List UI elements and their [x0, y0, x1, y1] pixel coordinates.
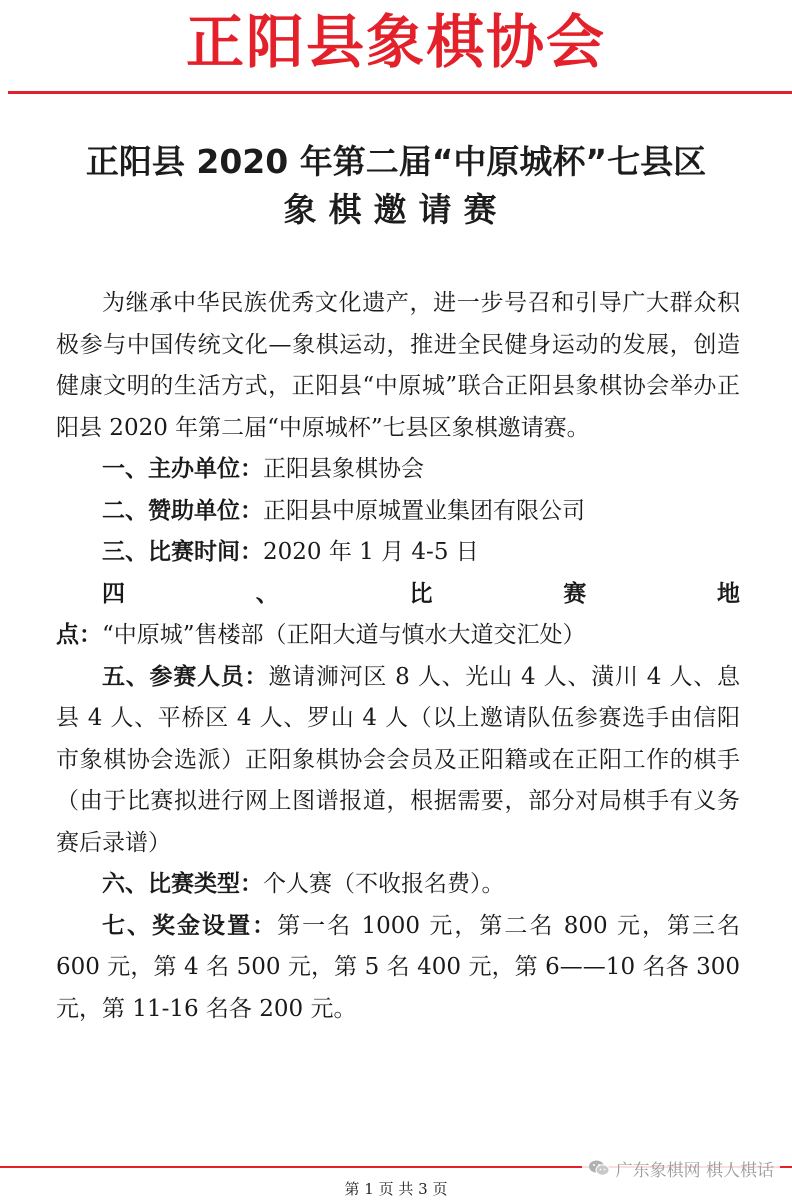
section-value: 2020 年 1 月 4-5 日: [263, 539, 479, 565]
section-value: 邀请浉河区 8 人、光山 4 人、潢川 4 人、息县 4 人、平桥区 4 人、罗山 4 人（以上邀请队伍参赛选手由信阳市象棋协会选派）正阳象棋协会会员及正阳籍或在正阳工作的棋手（由于比赛拟进行网上图谱报道，根据需要，部分对局棋手有义务赛后录谱）: [56, 663, 740, 856]
section-label: 七、奖金设置：: [102, 912, 278, 939]
header-red-rule: [8, 91, 792, 94]
section-label: 六、比赛类型：: [102, 871, 263, 897]
section-prizes: [56, 906, 740, 1031]
watermark-text: 广东象棋网 棋人棋话: [615, 1160, 774, 1181]
section-type: [56, 864, 740, 906]
section-value: 第一名 1000 元，第二名 800 元，第三名 600 元，第 4 名 500 元，第 5 名 400 元，第 6——10 名各 300 元，第 11-16 名各 200 元。: [56, 912, 741, 1022]
section-label: 四、比赛地点：: [56, 580, 740, 648]
section-participants: [56, 657, 740, 865]
section-value: 个人赛（不收报名费）。: [263, 871, 505, 897]
header-org-name: 正阳县象棋协会: [185, 8, 606, 76]
section-label: 二、赞助单位：: [102, 497, 263, 524]
wechat-icon: [588, 1159, 610, 1177]
section-label: 一、主办单位：: [102, 456, 263, 482]
page-number: 第 1 页 共 3 页: [344, 1180, 448, 1198]
document-title-line-1: 正阳县 2020 年第二届“中原城杯”七县区: [85, 142, 707, 181]
section-value: “中原城”售楼部（正阳大道与慎水大道交汇处）: [102, 622, 586, 648]
document-title-line-2: 象棋邀请赛: [283, 190, 509, 229]
document-body: [56, 283, 740, 1030]
section-label: 五、参赛人员：: [102, 663, 269, 690]
section-label: 三、比赛时间：: [102, 539, 263, 565]
section-value: 正阳县中原城置业集团有限公司: [263, 497, 585, 524]
section-value: 正阳县象棋协会: [263, 456, 424, 482]
section-organizer: [56, 449, 740, 491]
section-sponsor: [56, 491, 740, 533]
section-time: [56, 532, 740, 574]
intro-paragraph: 为继承中华民族优秀文化遗产，进一步号召和引导广大群众积极参与中国传统文化—象棋运动，推进全民健身运动的发展，创造健康文明的生活方式，正阳县“中原城”联合正阳县象棋协会举办正阳县 2020 年第二届“中原城杯”七县区象棋邀请赛。: [56, 290, 740, 441]
section-venue: [56, 574, 740, 657]
